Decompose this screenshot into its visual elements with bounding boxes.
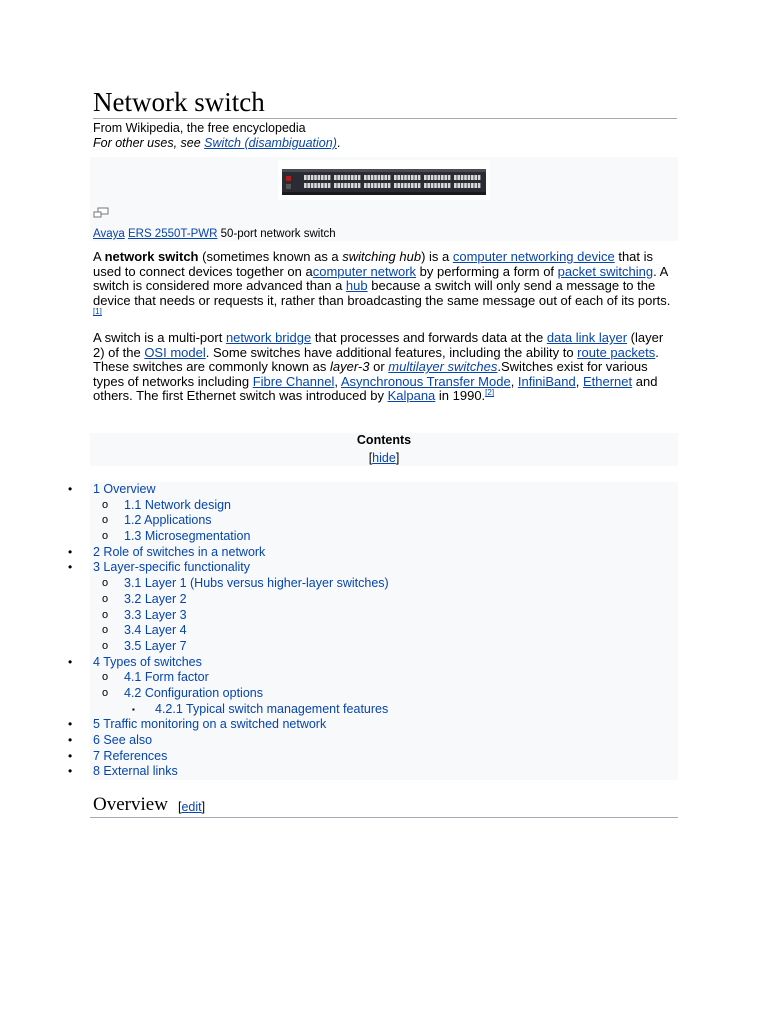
toc-link[interactable]: 3.4 Layer 4 (124, 623, 187, 638)
port-icon (411, 175, 414, 180)
infobox-image-panel (90, 157, 678, 241)
bullet-icon: ▪ (132, 704, 135, 714)
port-icon (341, 183, 344, 188)
toc-link[interactable]: 1.2 Applications (124, 513, 212, 528)
text: A switch is a multi-port (93, 330, 226, 345)
bullet-icon: o (102, 608, 109, 621)
port-icon (397, 183, 400, 188)
port-icon (471, 183, 474, 188)
port-icon (367, 183, 370, 188)
bullet-icon: • (68, 748, 73, 763)
data-link-layer-link[interactable]: data link layer (546, 330, 628, 345)
port-icon (351, 183, 354, 188)
port-icon (314, 183, 317, 188)
toc-link[interactable]: 3.1 Layer 1 (Hubs versus higher-layer switches) (124, 576, 389, 591)
port-icon (354, 183, 357, 188)
reference-2-link[interactable]: [2] (485, 388, 495, 398)
toc-link[interactable]: 1.3 Microsegmentation (124, 529, 251, 544)
toc-item[interactable] (90, 513, 678, 529)
text: (layer 2) of the (93, 330, 664, 360)
port-icon (371, 183, 374, 188)
port-icon (418, 183, 421, 188)
port-icon (344, 175, 347, 180)
intro-paragraph-1 (93, 250, 677, 323)
port-icon (318, 183, 321, 188)
port-icon (434, 175, 437, 180)
port-icon (307, 183, 310, 188)
port-icon (354, 175, 357, 180)
text: A (93, 249, 105, 264)
port-icon (314, 175, 317, 180)
fibre-channel-link[interactable]: Fibre Channel (252, 373, 335, 389)
hatnote-suffix: . (336, 136, 341, 150)
port-icon (411, 183, 414, 188)
toc-item[interactable] (68, 654, 678, 671)
toc-item[interactable] (90, 529, 678, 545)
toc-link[interactable]: 4 Types of switches (93, 654, 202, 669)
toc-link[interactable]: 5 Traffic monitoring on a switched network (93, 717, 327, 732)
toc-link[interactable]: 4.2.1 Typical switch management features (155, 701, 389, 716)
port-icon (474, 183, 477, 188)
toc-item[interactable] (90, 498, 678, 514)
toc-link[interactable]: 6 See also (93, 733, 153, 747)
bullet-icon: • (68, 733, 73, 747)
route-packets-link[interactable]: route packets (577, 344, 656, 360)
intro-paragraph-2 (93, 331, 677, 404)
port-icon (388, 175, 391, 180)
port-icon (334, 175, 337, 180)
toc-item[interactable] (68, 733, 678, 749)
toc-item[interactable] (68, 717, 678, 733)
network-bridge-link[interactable]: network bridge (225, 330, 312, 345)
bullet-icon: • (68, 654, 73, 669)
port-icon (394, 175, 397, 180)
edit-link[interactable]: edit (181, 800, 202, 814)
text: or (369, 359, 389, 375)
port-icon (478, 175, 481, 180)
bullet-icon: o (102, 577, 109, 590)
port-icon (401, 183, 404, 188)
image-caption (93, 227, 336, 241)
bracket: [ (368, 451, 373, 465)
port-icon (337, 175, 340, 180)
text: , (334, 373, 341, 389)
port-icon (427, 175, 430, 180)
kalpana-link[interactable]: Kalpana (387, 388, 436, 404)
section-title: Overview (93, 794, 168, 815)
toc-item[interactable] (90, 592, 678, 608)
port-icon (304, 183, 307, 188)
port-icon (441, 175, 444, 180)
port-icon (328, 175, 331, 180)
port-icon (381, 175, 384, 180)
port-icon (438, 183, 441, 188)
toc-item[interactable] (90, 686, 678, 702)
port-icon (457, 175, 460, 180)
reference-1-link[interactable]: [1] (93, 307, 102, 317)
tagline: From Wikipedia, the free encyclopedia (93, 121, 306, 135)
port-icon (474, 175, 477, 180)
port-icon (334, 183, 337, 188)
toc-item[interactable] (68, 544, 678, 561)
port-icon (358, 183, 361, 188)
port-icon (344, 183, 347, 188)
port-icon (448, 175, 451, 180)
toc-item[interactable] (90, 576, 678, 592)
bullet-icon: o (102, 498, 109, 511)
avaya-link[interactable]: Avaya (93, 228, 125, 240)
port-icon (364, 183, 367, 188)
port-icon (431, 183, 434, 188)
port-icon (461, 175, 464, 180)
toc-item[interactable] (90, 639, 678, 655)
toc-link[interactable]: 3.2 Layer 2 (124, 591, 187, 606)
bullet-icon: • (68, 717, 73, 732)
bullet-icon: o (102, 592, 109, 605)
toc-link[interactable]: 1 Overview (93, 482, 156, 496)
toc-item[interactable] (68, 764, 678, 780)
port-icon (311, 175, 314, 180)
toc-item[interactable] (90, 623, 678, 639)
port-icon (454, 175, 457, 180)
infiniband-link[interactable]: InfiniBand (517, 373, 576, 389)
port-icon (394, 183, 397, 188)
toc-item[interactable] (90, 702, 678, 718)
toc-link[interactable]: 4.2 Configuration options (124, 685, 263, 700)
port-icon (348, 175, 351, 180)
port-icon (378, 183, 381, 188)
caption-text: 50-port network switch (217, 228, 336, 240)
port-icon (414, 183, 417, 188)
port-icon (444, 175, 447, 180)
port-icon (367, 175, 370, 180)
bracket: ] (395, 451, 400, 465)
port-icon (307, 175, 310, 180)
port-icon (404, 175, 407, 180)
bullet-icon: o (102, 671, 109, 684)
port-icon (424, 183, 427, 188)
port-icon (438, 175, 441, 180)
port-icon (461, 183, 464, 188)
port-icon (441, 183, 444, 188)
port-icon (427, 183, 430, 188)
ethernet-link[interactable]: Ethernet (582, 373, 633, 389)
port-icon (378, 175, 381, 180)
toc-link[interactable]: 3.5 Layer 7 (124, 638, 187, 653)
toc-link[interactable]: 3 Layer-specific functionality (93, 560, 251, 575)
toc-item[interactable] (68, 748, 678, 765)
disambiguation-link[interactable]: Switch (disambiguation) (204, 136, 337, 150)
text: , (510, 373, 518, 389)
port-icon (418, 175, 421, 180)
toc-link[interactable]: 7 References (93, 748, 168, 763)
multilayer-switches-link[interactable]: multilayer switches (388, 359, 498, 375)
toc-link[interactable]: 3.3 Layer 3 (124, 607, 187, 622)
toc-hide-link[interactable]: hide (372, 451, 396, 465)
port-icon (468, 175, 471, 180)
bullet-icon: • (68, 482, 73, 496)
italic-term: layer-3 (329, 359, 370, 375)
port-icon (414, 175, 417, 180)
toc-header (90, 433, 678, 466)
toc-link[interactable]: 1.1 Network design (124, 497, 232, 512)
packet-switching-link[interactable]: packet switching (557, 263, 654, 279)
port-icon (374, 175, 377, 180)
port-icon (434, 183, 437, 188)
bold-term: network switch (104, 249, 199, 264)
port-icon (424, 175, 427, 180)
text: and others. The first Ethernet switch was introduced by (93, 373, 658, 404)
text: ) is a (421, 249, 453, 264)
toc-item[interactable] (68, 482, 678, 498)
osi-model-link[interactable]: OSI model (144, 344, 206, 360)
text: in 1990. (435, 388, 486, 404)
toc-item[interactable] (90, 608, 678, 624)
port-icon (364, 175, 367, 180)
port-icon (321, 183, 324, 188)
atm-link[interactable]: Asynchronous Transfer Mode (340, 373, 511, 389)
port-icon (348, 183, 351, 188)
port-icon (351, 175, 354, 180)
text: . These switches are commonly known as (93, 344, 659, 375)
port-icon (371, 175, 374, 180)
port-icon (384, 183, 387, 188)
section-heading-overview (90, 793, 678, 818)
toc-toggle (90, 451, 678, 465)
toc-link[interactable]: 2 Role of switches in a network (93, 544, 266, 559)
port-icon (464, 175, 467, 180)
bullet-icon: • (68, 560, 73, 575)
bullet-icon: o (102, 686, 109, 699)
port-icon (454, 183, 457, 188)
model-link[interactable]: ERS 2550T-PWR (127, 228, 218, 240)
toc-link[interactable]: 4.1 Form factor (124, 670, 209, 685)
port-icon (408, 175, 411, 180)
port-icon (324, 183, 327, 188)
text: because a switch will only send a message to the device that needs or requests it, rather than broadcasting the same message out of each of its ports. (93, 278, 671, 308)
port-icon (381, 183, 384, 188)
toc-title: Contents (356, 433, 412, 447)
bullet-icon: o (102, 530, 109, 543)
port-icon (388, 183, 391, 188)
text: by performing a form of (416, 263, 558, 279)
edit-section (178, 799, 205, 815)
bullet-icon: o (102, 624, 109, 637)
port-icon (321, 175, 324, 180)
port-icon (341, 175, 344, 180)
port-icon (324, 175, 327, 180)
port-icon (384, 175, 387, 180)
toc-list (68, 482, 678, 780)
port-icon (478, 183, 481, 188)
text: . Some switches have additional features, including the ability to (205, 344, 578, 360)
text: (sometimes known as a (198, 249, 343, 264)
port-icon (408, 183, 411, 188)
port-icon (464, 183, 467, 188)
port-icon (404, 183, 407, 188)
port-icon (468, 183, 471, 188)
network-switch-image[interactable] (278, 160, 490, 200)
port-icon (444, 183, 447, 188)
port-icon (457, 183, 460, 188)
text: . A switch is considered more advanced than a (93, 263, 668, 294)
port-icon (358, 175, 361, 180)
toc-item[interactable] (68, 560, 678, 576)
port-icon (328, 183, 331, 188)
port-icon (401, 175, 404, 180)
enlarge-icon[interactable] (93, 207, 109, 219)
port-icon (337, 183, 340, 188)
hatnote (93, 136, 340, 151)
port-icon (431, 175, 434, 180)
port-icon (318, 175, 321, 180)
computer-network-link[interactable]: computer network (312, 263, 417, 279)
bullet-icon: • (68, 764, 73, 779)
port-icon (304, 175, 307, 180)
text: .Switches exist for various types of networks including (93, 359, 648, 389)
computer-networking-device-link[interactable]: computer networking device (452, 249, 615, 264)
hub-link[interactable]: hub (345, 278, 368, 294)
port-icon (448, 183, 451, 188)
bullet-icon: o (102, 514, 109, 527)
bracket: [ (178, 800, 182, 814)
page-title: Network switch (93, 86, 677, 119)
port-icon (471, 175, 474, 180)
bullet-icon: o (102, 639, 109, 652)
port-icon (374, 183, 377, 188)
italic-term: switching hub (342, 249, 422, 264)
text: that processes and forwards data at the (311, 330, 547, 345)
bullet-icon: • (68, 544, 73, 559)
bracket: ] (201, 800, 206, 814)
hatnote-prefix: For other uses, see (93, 136, 205, 150)
port-icon (397, 175, 400, 180)
text: that is used to connect devices together on a (93, 249, 654, 279)
port-icon (311, 183, 314, 188)
text: , (575, 373, 583, 389)
toc-item[interactable] (90, 670, 678, 686)
toc-link[interactable]: 8 External links (93, 764, 178, 779)
